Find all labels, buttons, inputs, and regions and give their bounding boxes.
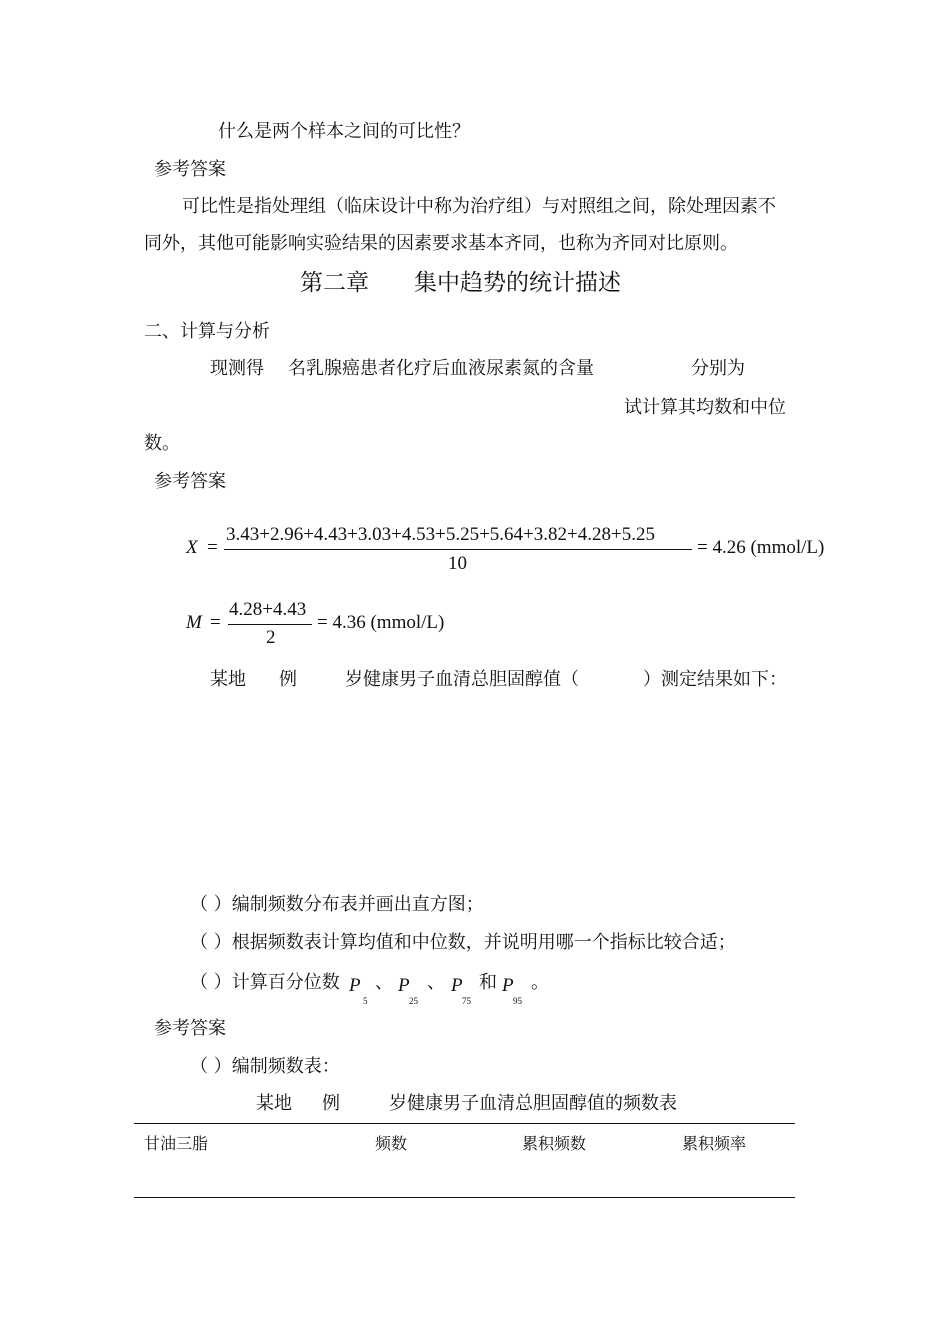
mean-symbol: X <box>186 537 198 558</box>
problem1-seg-c: 分别为 <box>691 358 745 379</box>
mean-denominator: 10 <box>448 553 467 574</box>
problem2-seg-d: ）测定结果如下： <box>643 669 787 690</box>
table-header-cell: 频数 <box>375 1134 408 1153</box>
answer-1-text: （ ）编制频数表： <box>190 1056 340 1077</box>
table-top-rule <box>134 1123 795 1124</box>
percentile-end: 。 <box>531 972 549 993</box>
table-title-a: 某地 <box>256 1093 292 1114</box>
table-title-b: 例 <box>322 1093 340 1114</box>
problem2-seg-c: 岁健康男子血清总胆固醇值（ <box>345 669 579 690</box>
median-result: = 4.36 (mmol/L) <box>317 612 445 633</box>
median-symbol: M <box>186 612 202 633</box>
problem2-seg-b: 例 <box>279 669 297 690</box>
answer-label: 参考答案 <box>154 159 226 180</box>
answer-label-3: 参考答案 <box>154 1018 226 1039</box>
table-bottom-rule <box>134 1197 795 1198</box>
table-header-cell: 累积频数 <box>522 1134 587 1153</box>
percentile-p75-symbol: P <box>451 975 463 996</box>
percentile-p95-subscript: 95 <box>513 996 522 1006</box>
answer-line-1: 可比性是指处理组（临床设计中称为治疗组）与对照组之间，除处理因素不 <box>182 196 776 217</box>
table-header-cell: 甘油三脂 <box>144 1134 209 1153</box>
percentile-p95-symbol: P <box>502 975 514 996</box>
problem2-seg-a: 某地 <box>210 669 246 690</box>
problem1-seg-d: 试计算其均数和中位 <box>624 397 786 418</box>
percentile-and: 和 <box>479 972 497 993</box>
percentile-p25-symbol: P <box>398 975 410 996</box>
subquestion-1: （ ）编制频数分布表并画出直方图； <box>190 894 484 915</box>
mean-equals: = <box>207 537 218 558</box>
mean-fraction-bar <box>224 549 692 550</box>
problem1-seg-b: 名乳腺癌患者化疗后血液尿素氮的含量 <box>288 358 594 379</box>
median-equals: = <box>210 612 221 633</box>
percentile-p75-subscript: 75 <box>462 996 471 1006</box>
problem1-seg-e: 数。 <box>144 433 180 454</box>
percentile-p5-subscript: 5 <box>363 996 368 1006</box>
answer-label-2: 参考答案 <box>154 471 226 492</box>
percentile-separator-2: 、 <box>427 972 445 993</box>
median-denominator: 2 <box>266 627 276 648</box>
median-fraction-bar <box>228 624 312 625</box>
mean-numerator: 3.43+2.96+4.43+3.03+4.53+5.25+5.64+3.82+4.28+5.25 <box>226 524 655 545</box>
question-text: 什么是两个样本之间的可比性？ <box>218 121 470 142</box>
subquestion-2: （ ）根据频数表计算均值和中位数，并说明用哪一个指标比较合适； <box>190 932 736 953</box>
table-header-cell: 累积频率 <box>682 1134 747 1153</box>
chapter-number: 第二章 <box>300 270 369 296</box>
percentile-separator-1: 、 <box>375 972 393 993</box>
mean-result: = 4.26 (mmol/L) <box>697 537 825 558</box>
table-title-c: 岁健康男子血清总胆固醇值的频数表 <box>389 1093 677 1114</box>
median-numerator: 4.28+4.43 <box>229 599 307 620</box>
answer-line-2: 同外，其他可能影响实验结果的因素要求基本齐同，也称为齐同对比原则。 <box>144 233 738 254</box>
percentile-p25-subscript: 25 <box>409 996 418 1006</box>
percentile-p5-symbol: P <box>349 975 361 996</box>
problem1-seg-a: 现测得 <box>210 358 264 379</box>
chapter-title: 集中趋势的统计描述 <box>414 270 621 296</box>
subquestion-3-prefix: （ ）计算百分位数 <box>190 972 340 993</box>
part-heading: 二、计算与分析 <box>144 321 270 342</box>
